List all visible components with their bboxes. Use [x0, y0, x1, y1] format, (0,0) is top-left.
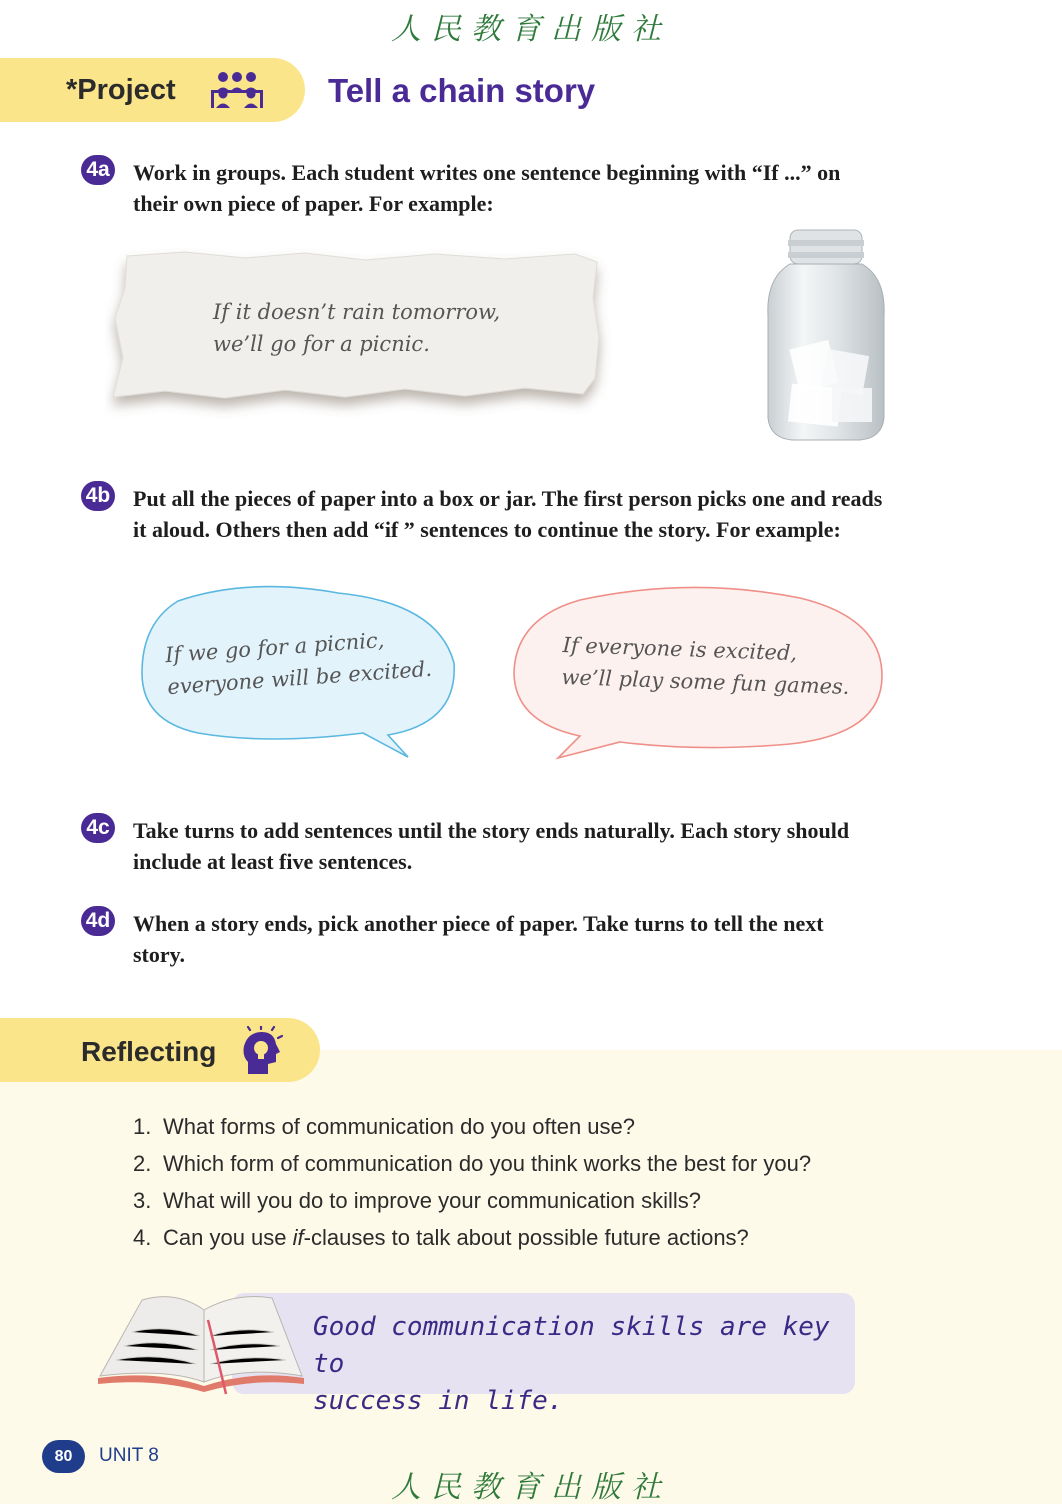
reflect-question-1 — [133, 1108, 811, 1145]
step-4c-line1: Take turns to add sentences until the story ends naturally. Each story should — [133, 818, 850, 843]
blue-bubble-line1: If we go for a picnic, — [164, 627, 386, 668]
motto-line1: Good communication skills are key to — [313, 1312, 830, 1379]
reflect-question-3 — [133, 1182, 811, 1219]
project-title: Tell a chain story — [328, 72, 596, 109]
step-4b-text — [133, 483, 923, 545]
question-emphasis: if — [292, 1225, 304, 1250]
reflect-question-4 — [133, 1219, 811, 1256]
question-number: 4. — [133, 1225, 152, 1250]
question-text: What forms of communication do you often use? — [163, 1114, 636, 1139]
motto-line2: success in life. — [313, 1386, 564, 1416]
step-4b-line1: Put all the pieces of paper into a box or jar. The first person picks one and reads — [133, 486, 883, 511]
glass-jar-image — [762, 226, 890, 448]
step-4a-line2: their own piece of paper. For example: — [133, 191, 494, 216]
paper-note-text — [213, 296, 500, 360]
question-number: 2. — [133, 1151, 152, 1176]
pink-bubble-line2: we’ll play some fun games. — [561, 664, 850, 700]
step-4b-line2: it aloud. Others then add “if ” sentences to continue the story. For example: — [133, 517, 841, 542]
step-4c-text — [133, 815, 923, 877]
open-book-image — [96, 1290, 308, 1400]
question-text: Which form of communication do you think works the best for you? — [163, 1151, 812, 1176]
question-text: Can you use — [163, 1225, 293, 1250]
lightbulb-head-icon — [240, 1026, 284, 1076]
paper-note-line2: we’ll go for a picnic. — [213, 332, 430, 356]
pink-bubble-line1: If everyone is excited, — [562, 632, 798, 666]
question-number: 1. — [133, 1114, 152, 1139]
question-number: 3. — [133, 1188, 152, 1213]
paper-note-line1: If it doesn’t rain tomorrow, — [213, 300, 501, 324]
pink-bubble-text — [561, 629, 851, 703]
step-4d-text — [133, 908, 923, 970]
step-badge-4b: 4b — [81, 481, 115, 511]
blue-bubble-line2: everyone will be excited. — [166, 656, 433, 700]
step-badge-4d: 4d — [81, 906, 115, 936]
step-4d-line1: When a story ends, pick another piece of paper. Take turns to tell the next — [133, 911, 824, 936]
page-number: 80 — [42, 1440, 85, 1473]
group-icon — [208, 70, 266, 110]
step-badge-4c: 4c — [81, 813, 115, 843]
question-text: What will you do to improve your communication skills? — [163, 1188, 701, 1213]
reflect-question-2 — [133, 1145, 811, 1182]
publisher-logo-footer: 人民教育出版社 — [391, 1470, 671, 1505]
step-4d-line2: story. — [133, 942, 185, 967]
project-label: *Project — [66, 74, 176, 106]
step-4c-line2: include at least five sentences. — [133, 849, 413, 874]
publisher-logo: 人民教育出版社 — [391, 12, 671, 47]
question-text-end: -clauses to talk about possible future actions? — [303, 1225, 749, 1250]
reflecting-label: Reflecting — [81, 1036, 217, 1067]
step-badge-4a: 4a — [81, 155, 115, 185]
motto-text — [313, 1309, 833, 1420]
unit-label: UNIT 8 — [99, 1445, 159, 1466]
step-4a-text — [133, 157, 923, 219]
reflecting-questions — [133, 1108, 811, 1256]
step-4a-line1: Work in groups. Each student writes one sentence beginning with “If ...” on — [133, 160, 841, 185]
